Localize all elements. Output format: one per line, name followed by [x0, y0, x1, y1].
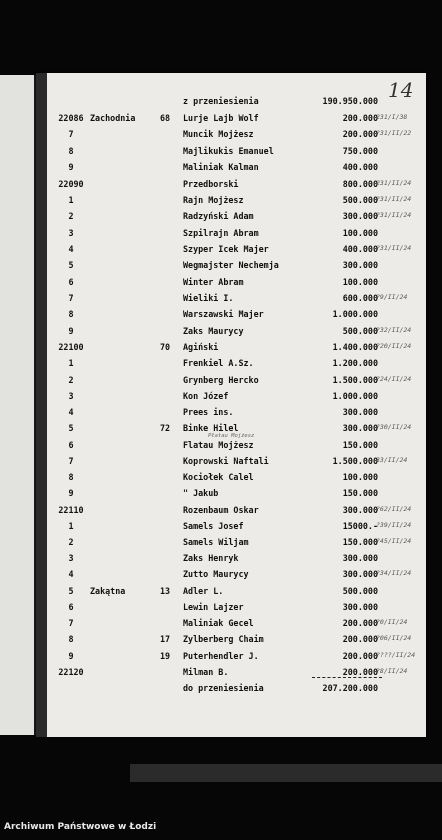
ledger-row [0, 162, 442, 178]
owner-name: Koprowski Naftali [183, 456, 269, 466]
owner-name: Zaks Maurycy [183, 326, 244, 336]
entry-number: 22120 [58, 667, 84, 677]
amount: 200.000 [342, 667, 378, 677]
ledger-row [0, 602, 442, 618]
owner-name: Samels Josef [183, 521, 244, 531]
entry-number: 5 [68, 260, 74, 270]
ledger-row [0, 407, 442, 423]
ledger-row [0, 309, 442, 325]
ledger-row [0, 667, 442, 683]
entry-number: 2 [68, 211, 74, 221]
owner-name: Milman B. [183, 667, 229, 677]
owner-name: Wegmajster Nechemja [183, 260, 279, 270]
entry-number: 4 [68, 407, 74, 417]
ledger-row [0, 96, 442, 112]
amount: 190.950.000 [322, 96, 378, 106]
handwritten-note: ?0/II/24 [376, 618, 408, 626]
entry-number: 7 [68, 293, 74, 303]
street-name: Zakątna [90, 586, 126, 596]
owner-name: Zylberberg Chaim [183, 634, 264, 644]
owner-name: Radzyński Adam [183, 211, 254, 221]
ledger-row [0, 391, 442, 407]
handwritten-note: ?62/II/24 [376, 505, 412, 513]
owner-name: Maliniak Gecel [183, 618, 254, 628]
amount: 300.000 [342, 505, 378, 515]
handwritten-note: 231/II/24 [376, 179, 412, 187]
handwritten-note: ?30/II/24 [376, 423, 412, 431]
ledger-row [0, 683, 442, 699]
owner-name: z przeniesienia [183, 96, 259, 106]
owner-name: Kociołek Calel [183, 472, 254, 482]
ledger-row [0, 113, 442, 129]
amount: 400.000 [342, 162, 378, 172]
handwritten-note: ?32/II/24 [376, 326, 412, 334]
ledger-row [0, 260, 442, 276]
entry-number: 7 [68, 618, 74, 628]
handwritten-note: ?06/II/24 [376, 634, 412, 642]
ledger-row [0, 553, 442, 569]
entry-number: 8 [68, 634, 74, 644]
amount: 200.000 [342, 113, 378, 123]
handwritten-note: 231/I/38 [376, 113, 408, 121]
street-name: Zachodnia [90, 113, 136, 123]
entry-number: 2 [68, 537, 74, 547]
amount: 207.200.000 [322, 683, 378, 693]
owner-name: Wieliki I. [183, 293, 234, 303]
ledger-row [0, 293, 442, 309]
owner-name: do przeniesienia [183, 683, 264, 693]
owner-name: Maliniak Kalman [183, 162, 259, 172]
amount: 300.000 [342, 602, 378, 612]
entry-number: 9 [68, 488, 74, 498]
ledger-row [0, 456, 442, 472]
handwritten-note: ?45/II/24 [376, 537, 412, 545]
amount: 600.000 [342, 293, 378, 303]
ledger-row [0, 244, 442, 260]
amount: 200.000 [342, 618, 378, 628]
ledger-row [0, 146, 442, 162]
amount: 15000.- [342, 521, 378, 531]
entry-number: 3 [68, 228, 74, 238]
archive-label: Archiwum Państwowe w Łodzi [4, 822, 157, 832]
ledger-row [0, 634, 442, 650]
owner-name: Majlikukis Emanuel [183, 146, 274, 156]
entry-number: 8 [68, 309, 74, 319]
amount: 100.000 [342, 472, 378, 482]
entry-number: 6 [68, 440, 74, 450]
amount: 1.000.000 [332, 391, 378, 401]
owner-name: " Jakub [183, 488, 219, 498]
amount: 150.000 [342, 537, 378, 547]
owner-name: Muncik Mojżesz [183, 129, 254, 139]
owner-name: Szpilrajn Abram [183, 228, 259, 238]
owner-name: Lurje Lajb Wolf [183, 113, 259, 123]
ledger-row [0, 651, 442, 667]
ledger-row [0, 179, 442, 195]
handwritten-note: ?31/II/24 [376, 195, 412, 203]
owner-name: Agiński [183, 342, 219, 352]
handwritten-note: ?31/II/24 [376, 244, 412, 252]
page-number: 14 [388, 78, 414, 102]
owner-name: Lewin Lajzer [183, 602, 244, 612]
owner-name: Prees ins. [183, 407, 234, 417]
handwritten-note: ?34/II/24 [376, 569, 412, 577]
entry-number: 8 [68, 472, 74, 482]
entry-number: 22090 [58, 179, 84, 189]
ledger-row [0, 277, 442, 293]
house-number: 17 [159, 634, 171, 644]
owner-name: Samels Wiljam [183, 537, 249, 547]
ledger-row [0, 358, 442, 374]
amount: 1.000.000 [332, 309, 378, 319]
amount: 1.400.000 [332, 342, 378, 352]
handwritten-annotation: Płatau Mojżesz [208, 433, 255, 439]
house-number: 19 [159, 651, 171, 661]
ledger-row [0, 195, 442, 211]
amount: 150.000 [342, 440, 378, 450]
entry-number: 22110 [58, 505, 84, 515]
amount: 400.000 [342, 244, 378, 254]
entry-number: 4 [68, 244, 74, 254]
amount: 200.000 [342, 651, 378, 661]
entry-number: 9 [68, 162, 74, 172]
entry-number: 7 [68, 456, 74, 466]
amount: 1.200.000 [332, 358, 378, 368]
house-number: 72 [159, 423, 171, 433]
entry-number: 9 [68, 326, 74, 336]
entry-number: 7 [68, 129, 74, 139]
handwritten-note: ?31/II/22 [376, 129, 412, 137]
ledger-row [0, 433, 442, 456]
ledger-row [0, 488, 442, 504]
scan-edge [130, 764, 442, 782]
owner-name: Rozenbaum Oskar [183, 505, 259, 515]
ledger-row [0, 375, 442, 391]
amount: 1.500.000 [332, 375, 378, 385]
entry-number: 2 [68, 375, 74, 385]
amount: 300.000 [342, 553, 378, 563]
handwritten-note: 33/II/24 [376, 456, 408, 464]
amount: 500.000 [342, 586, 378, 596]
entry-number: 5 [68, 423, 74, 433]
handwritten-note: ?31/II/24 [376, 211, 412, 219]
amount: 500.000 [342, 195, 378, 205]
ledger-row [0, 342, 442, 358]
amount: 300.000 [342, 260, 378, 270]
entry-number: 22086 [58, 113, 84, 123]
amount: 100.000 [342, 228, 378, 238]
amount: 200.000 [342, 634, 378, 644]
ledger-row [0, 569, 442, 585]
ledger-row [0, 537, 442, 553]
entry-number: 3 [68, 553, 74, 563]
ledger-row [0, 228, 442, 244]
owner-name: Zutto Maurycy [183, 569, 249, 579]
owner-name: Winter Abram [183, 277, 244, 287]
amount: 300.000 [342, 211, 378, 221]
owner-name: Adler L. [183, 586, 224, 596]
owner-name: Binke Hilel [183, 423, 239, 433]
amount: 800.000 [342, 179, 378, 189]
amount: 1.500.000 [332, 456, 378, 466]
ledger-row [0, 521, 442, 537]
entry-number: 6 [68, 277, 74, 287]
entry-number: 8 [68, 146, 74, 156]
amount: 200.000 [342, 129, 378, 139]
amount: 100.000 [342, 277, 378, 287]
entry-number: 6 [68, 602, 74, 612]
owner-name: Zaks Henryk [183, 553, 239, 563]
amount: 150.000 [342, 488, 378, 498]
house-number: 70 [159, 342, 171, 352]
ledger-row [0, 618, 442, 634]
ledger-row [0, 472, 442, 488]
handwritten-note: ?20/II/24 [376, 342, 412, 350]
owner-name: Flatau Mojżesz [183, 440, 254, 450]
ledger-row [0, 129, 442, 145]
owner-name: Rajn Mojżesz [183, 195, 244, 205]
ledger-row [0, 211, 442, 227]
house-number: 13 [159, 586, 171, 596]
amount: 500.000 [342, 326, 378, 336]
entry-number: 1 [68, 358, 74, 368]
entry-number: 1 [68, 195, 74, 205]
ledger-row [0, 586, 442, 602]
handwritten-note: ?9/II/24 [376, 293, 408, 301]
owner-name: Frenkiel A.Sz. [183, 358, 254, 368]
entry-number: 1 [68, 521, 74, 531]
entry-number: 4 [68, 569, 74, 579]
amount: 750.000 [342, 146, 378, 156]
handwritten-note: ?24/II/24 [376, 375, 412, 383]
house-number: 68 [159, 113, 171, 123]
total-rule [312, 677, 382, 678]
ledger-row [0, 505, 442, 521]
entry-number: 22100 [58, 342, 84, 352]
ledger-row [0, 326, 442, 342]
amount: 300.000 [342, 569, 378, 579]
entry-number: 3 [68, 391, 74, 401]
handwritten-note: ????/II/24 [376, 651, 416, 659]
owner-name: Warszawski Majer [183, 309, 264, 319]
entry-number: 5 [68, 586, 74, 596]
owner-name: Szyper Icek Majer [183, 244, 269, 254]
amount: 300.000 [342, 423, 378, 433]
amount: 300.000 [342, 407, 378, 417]
owner-name: Grynberg Hercko [183, 375, 259, 385]
owner-name: Kon Józef [183, 391, 229, 401]
owner-name: Puterhendler J. [183, 651, 259, 661]
handwritten-note: ?8/II/24 [376, 667, 408, 675]
handwritten-note: ?39/II/24 [376, 521, 412, 529]
owner-name: Przedborski [183, 179, 239, 189]
entry-number: 9 [68, 651, 74, 661]
